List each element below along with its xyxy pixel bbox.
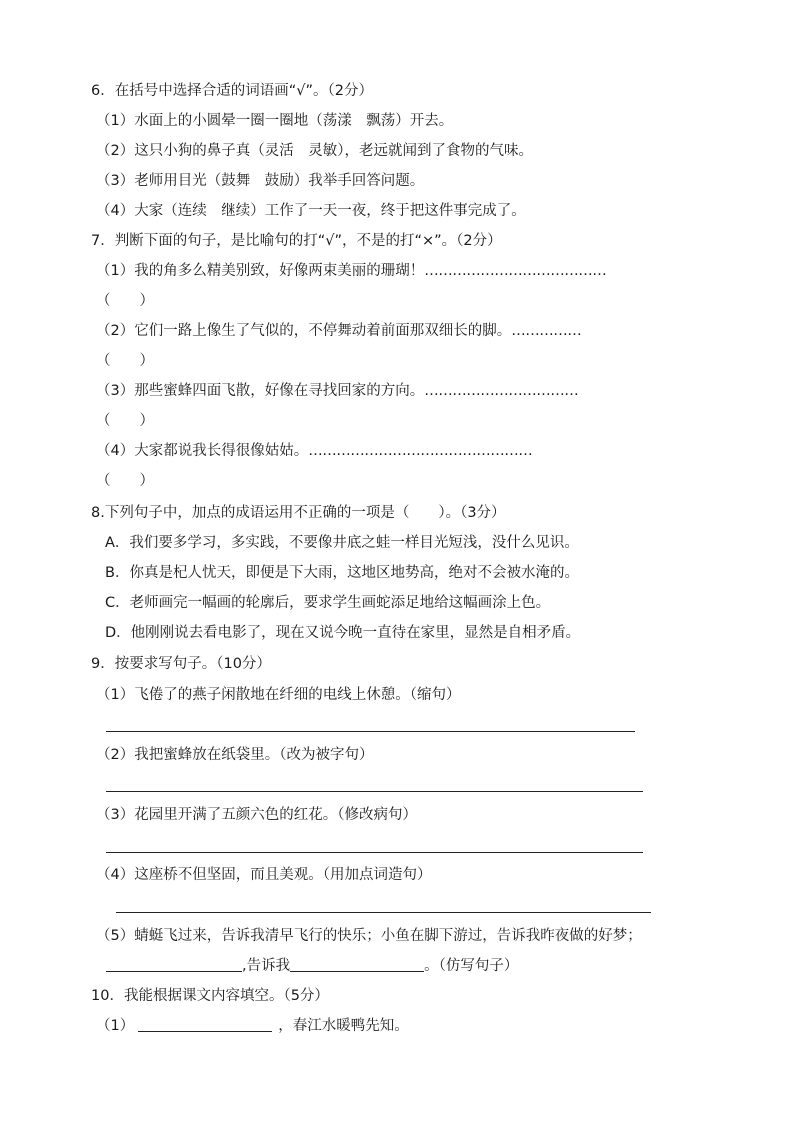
q7-item-2-dots: ……………: [511, 323, 582, 339]
q9-item-5: （5）蜻蜓飞过来，告诉我清早飞行的快乐；小鱼在脚下游过，告诉我昨夜做的好梦；: [96, 928, 642, 944]
q6-item-4: （4）大家（连续 继续）工作了一天一夜，终于把这件事完成了。: [96, 203, 526, 219]
q10-item-1-suffix: ，春江水暖鸭先知。: [278, 1018, 409, 1034]
q10-title: 10．我能根据课文内容填空。（5分）: [91, 988, 329, 1004]
q8-title: 8.下列句子中，加点的成语运用不正确的一项是（ ）。（3分）: [91, 505, 506, 521]
q7-item-3-dots: ……………………………: [424, 383, 579, 399]
q9-item-2-answer-line[interactable]: [106, 791, 643, 792]
q9-item-2: （2）我把蜜蜂放在纸袋里。（改为被字句）: [96, 747, 374, 763]
q7-item-2-bracket: （ ）: [96, 353, 154, 369]
q9-item-1: （1）飞倦了的燕子闲散地在纤细的电线上休憩。（缩句）: [96, 687, 461, 703]
q9-item-5-blank-1[interactable]: [106, 955, 242, 972]
q9-item-5-fill: [106, 955, 518, 977]
q7-item-4: [96, 440, 532, 462]
q7-item-1-bracket: （ ）: [96, 293, 154, 309]
q8-option-d: D．他刚刚说去看电影了，现在又说今晚一直待在家里，显然是自相矛盾。: [105, 625, 581, 641]
q7-item-3-text: （3）那些蜜蜂四面飞散，好像在寻找回家的方向。: [96, 383, 425, 399]
q9-item-5-blank-2[interactable]: [290, 955, 424, 972]
q9-item-5-mid: ,告诉我: [242, 958, 291, 974]
q9-item-3: （3）花园里开满了五颜六色的红花。（修改病句）: [96, 807, 417, 823]
q7-item-1-dots: …………………………………: [424, 263, 607, 279]
q9-item-4-answer-line[interactable]: [116, 912, 651, 913]
q7-item-3: [96, 380, 578, 402]
q6-title: 6．在括号中选择合适的词语画“√”。（2分）: [91, 83, 373, 99]
q7-item-2-text: （2）它们一路上像生了气似的，不停舞动着前面那双细长的脚。: [96, 323, 512, 339]
q7-item-3-bracket: （ ）: [96, 413, 154, 429]
q10-item-1: [96, 1015, 409, 1037]
q8-option-c: C．老师画完一幅画的轮廓后，要求学生画蛇添足地给这幅画涂上色。: [105, 595, 551, 611]
q7-item-4-bracket: （ ）: [96, 473, 154, 489]
q8-option-a: A．我们要多学习，多实践，不要像井底之蛙一样目光短浅，没什么见识。: [105, 535, 579, 551]
q6-item-3: （3）老师用目光（鼓舞 鼓励）我举手回答问题。: [96, 173, 425, 189]
q9-item-3-answer-line[interactable]: [106, 852, 643, 853]
q9-item-1-answer-line[interactable]: [106, 731, 635, 732]
q7-item-1: [96, 260, 606, 282]
q10-item-1-prefix: （1）: [96, 1018, 135, 1034]
q9-title: 9．按要求写句子。（10分）: [91, 656, 271, 672]
q8-option-b: B．你真是杞人忧天，即便是下大雨，这地区地势高，绝对不会被水淹的。: [105, 565, 579, 581]
q7-item-4-dots: …………………………………………: [308, 443, 533, 459]
q9-item-4: （4）这座桥不但坚固，而且美观。（用加点词造句）: [96, 867, 432, 883]
q6-item-1: （1）水面上的小圆晕一圈一圈地（荡漾 飘荡）开去。: [96, 113, 454, 129]
q10-item-1-blank[interactable]: [138, 1015, 272, 1032]
q7-item-4-text: （4）大家都说我长得很像姑姑。: [96, 443, 309, 459]
q7-item-1-text: （1）我的角多么精美别致，好像两束美丽的珊瑚！: [96, 263, 425, 279]
q6-item-2: （2）这只小狗的鼻子真（灵活 灵敏），老远就闻到了食物的气味。: [96, 143, 533, 159]
q7-title: 7．判断下面的句子，是比喻句的打“√”，不是的打“×”。（2分）: [91, 233, 502, 249]
q9-item-5-end: 。（仿写句子）: [424, 958, 519, 974]
q7-item-2: [96, 320, 581, 342]
